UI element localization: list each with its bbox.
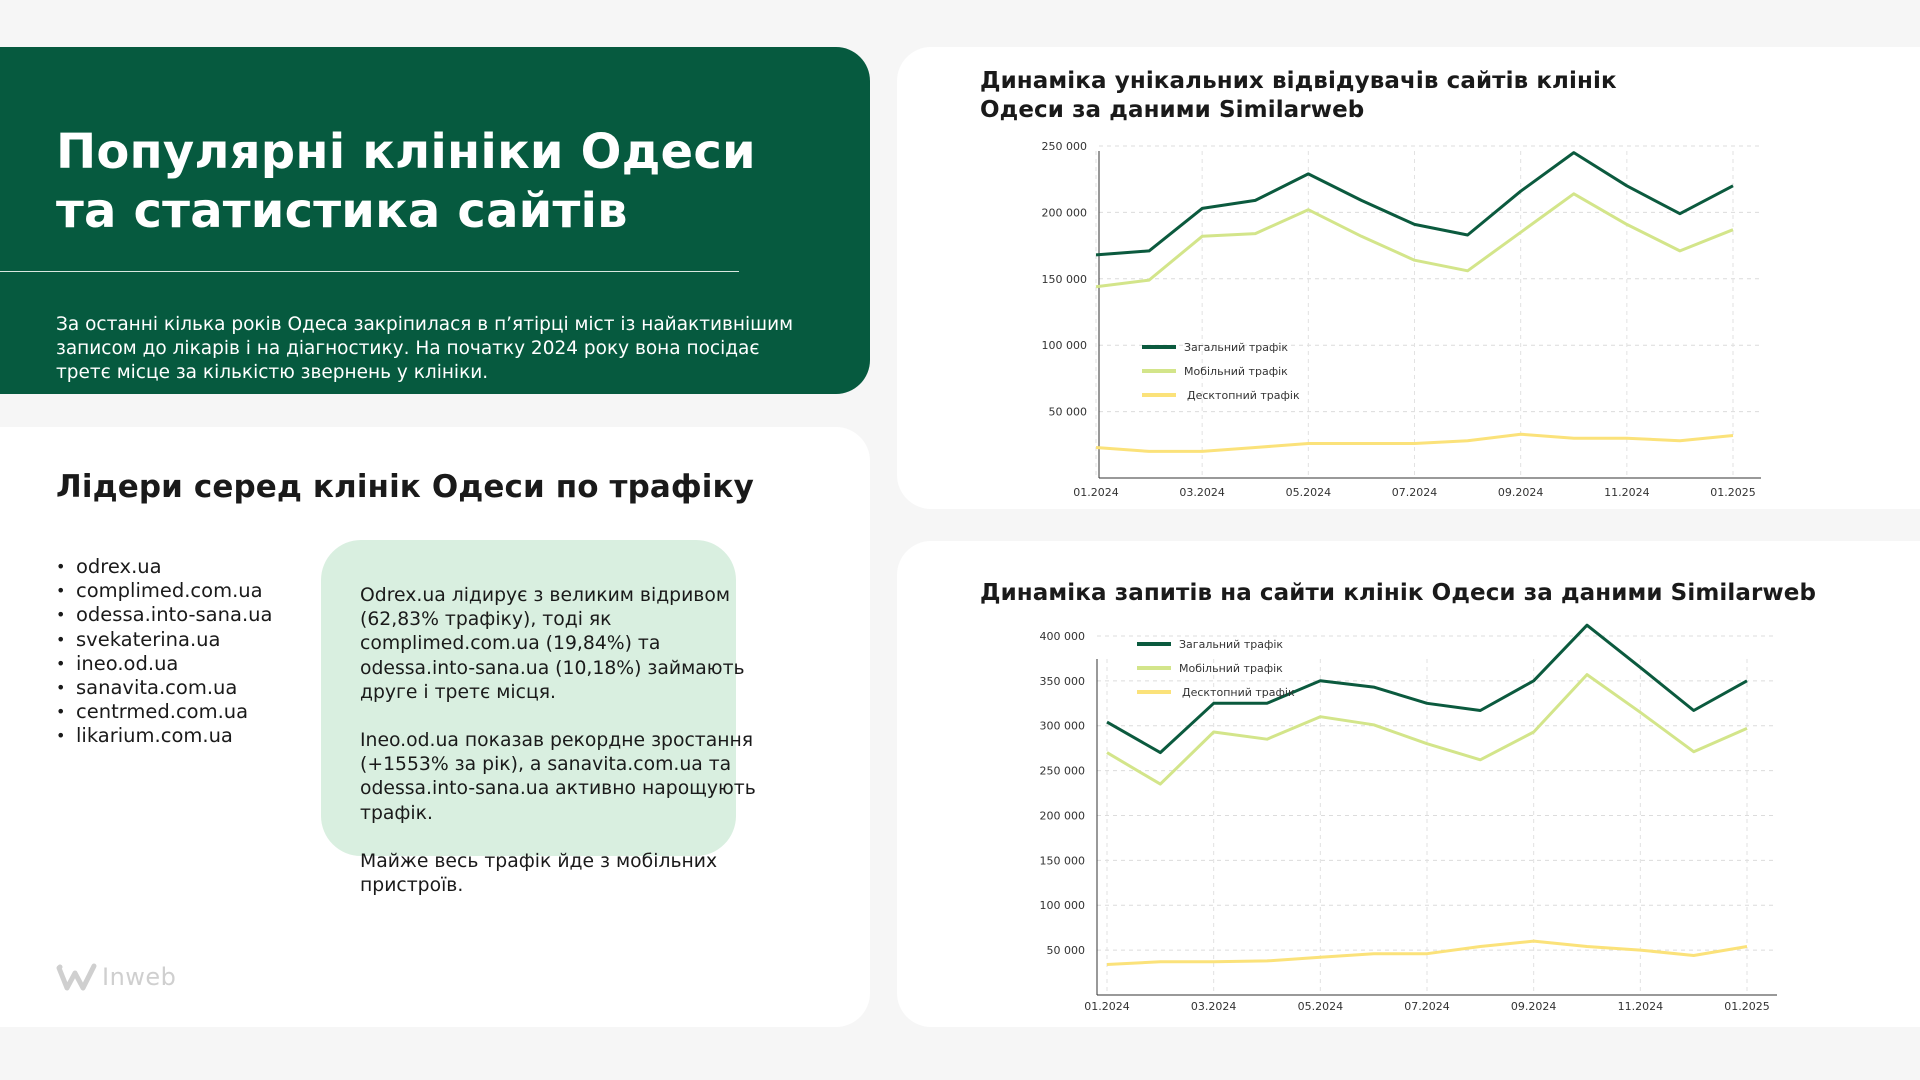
list-item: • centrmed.com.ua bbox=[56, 700, 272, 724]
x-tick-label: 05.2024 bbox=[1297, 1000, 1344, 1013]
y-tick-label: 350 000 bbox=[1039, 674, 1085, 688]
x-tick-label: 09.2024 bbox=[1497, 486, 1544, 499]
y-tick-label: 400 000 bbox=[1039, 629, 1085, 643]
series-line-3 bbox=[1107, 941, 1747, 964]
list-item: • likarium.com.ua bbox=[56, 724, 272, 748]
requests-chart-title: Динаміка запитів на сайти клінік Одеси за даними Similarweb bbox=[980, 580, 1817, 606]
y-tick-label: 300 000 bbox=[1039, 719, 1085, 733]
legend-label: Десктопний трафік bbox=[1182, 686, 1295, 699]
y-tick-label: 200 000 bbox=[1041, 206, 1087, 220]
y-tick-label: 50 000 bbox=[1048, 405, 1087, 419]
visitors-chart-title: Динаміка унікальних відвідувачів сайтів клінік Одеси за даними Similarweb bbox=[980, 68, 1617, 123]
y-tick-label: 150 000 bbox=[1041, 272, 1087, 286]
x-tick-label: 09.2024 bbox=[1510, 1000, 1557, 1013]
list-item: • odrex.ua bbox=[56, 555, 272, 579]
leaders-title: Лідери серед клінік Одеси по трафіку bbox=[56, 469, 754, 505]
page-title-line2: та статистика сайтів bbox=[56, 183, 628, 239]
x-tick-label: 01.2024 bbox=[1084, 1000, 1130, 1013]
hero-panel bbox=[0, 47, 870, 394]
x-tick-label: 03.2024 bbox=[1190, 1000, 1237, 1013]
legend-label: Десктопний трафік bbox=[1187, 389, 1300, 402]
x-tick-label: 01.2025 bbox=[1724, 1000, 1770, 1013]
insight-paragraph-1: Odrex.ua лідирує з великим відривом (62,83% трафіку), тоді як complimed.com.ua (19,84%) та odessa.into-sana.ua (10,18%) займають друге і третє місця. bbox=[360, 585, 745, 703]
y-tick-label: 100 000 bbox=[1039, 899, 1085, 913]
page-title-line1: Популярні клініки Одеси bbox=[56, 124, 756, 180]
legend-label: Загальний трафік bbox=[1179, 638, 1284, 651]
x-tick-label: 05.2024 bbox=[1285, 486, 1332, 499]
x-tick-label: 11.2024 bbox=[1617, 1000, 1664, 1013]
y-tick-label: 200 000 bbox=[1039, 809, 1085, 823]
list-item: • complimed.com.ua bbox=[56, 579, 272, 603]
leaders-panel bbox=[0, 427, 870, 1027]
x-tick-label: 11.2024 bbox=[1604, 486, 1650, 499]
brand-logo bbox=[56, 963, 176, 991]
insight-paragraph-2: Ineo.od.ua показав рекордне зростання (+1553% за рік), а sanavita.com.ua та odessa.into-sana.ua активно нарощують трафік. bbox=[360, 730, 756, 824]
visitors-chart bbox=[897, 47, 1920, 509]
y-tick-label: 150 000 bbox=[1039, 854, 1085, 868]
hero-text: За останні кілька років Одеса закріпилася в п’ятірці міст із найактивнішим записом до лікарів і на діагностику. На початку 2024 року вона посідає третє місце за кількістю звернень у клініки. bbox=[56, 314, 794, 383]
legend-label: Загальний трафік bbox=[1184, 341, 1289, 354]
site-list bbox=[56, 555, 272, 749]
insight-box bbox=[321, 540, 756, 897]
x-tick-label: 07.2024 bbox=[1391, 486, 1438, 499]
x-tick-label: 03.2024 bbox=[1179, 486, 1225, 499]
visitors-chart-card bbox=[897, 47, 1920, 509]
requests-chart bbox=[897, 541, 1920, 1027]
x-tick-label: 01.2024 bbox=[1073, 486, 1119, 499]
page-title bbox=[56, 123, 756, 241]
hero-divider bbox=[0, 271, 739, 272]
x-tick-label: 01.2025 bbox=[1710, 486, 1756, 499]
legend-label: Мобільний трафік bbox=[1179, 662, 1283, 675]
inweb-w-logo-icon bbox=[56, 963, 100, 991]
legend-label: Мобільний трафік bbox=[1184, 365, 1288, 378]
y-tick-label: 250 000 bbox=[1041, 140, 1087, 153]
y-tick-label: 50 000 bbox=[1046, 944, 1085, 958]
logo-text: Inweb bbox=[102, 963, 177, 991]
y-tick-label: 250 000 bbox=[1039, 764, 1085, 778]
list-item: • odessa.into-sana.ua bbox=[56, 603, 272, 627]
insight-paragraph-3: Майже весь трафік йде з мобільних пристроїв. bbox=[360, 851, 718, 897]
list-item: • ineo.od.ua bbox=[56, 652, 272, 676]
x-tick-label: 07.2024 bbox=[1404, 1000, 1450, 1013]
y-tick-label: 100 000 bbox=[1041, 339, 1087, 353]
list-item: • svekaterina.ua bbox=[56, 628, 272, 652]
list-item: • sanavita.com.ua bbox=[56, 676, 272, 700]
requests-chart-card bbox=[897, 541, 1920, 1027]
